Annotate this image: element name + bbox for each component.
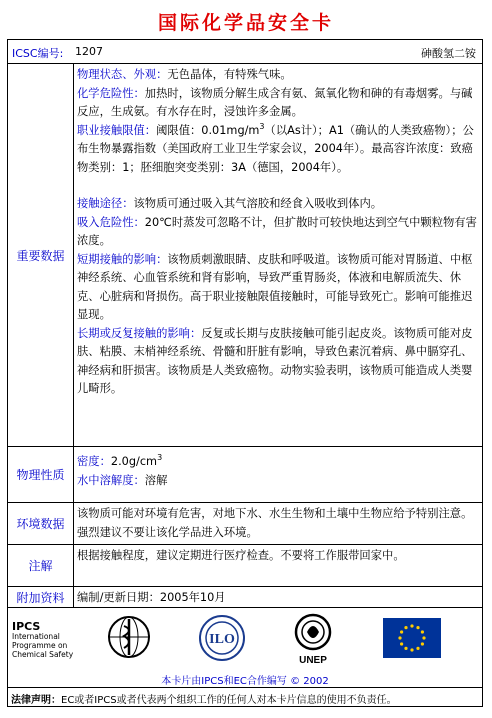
who-emblem-icon bbox=[106, 614, 152, 660]
additional-label: 附加资料 bbox=[8, 587, 74, 607]
long-term-text: 反复或长期与皮肤接触可能引起皮炎。该物质可能对皮肤、粘膜、末梢神经系统、骨髓和肝脏有影响，导致色素沉着病、鼻中膈穿孔、神经病和肝损害。该物质是人类致癌物。动物实验表明，该物质可能造成人类婴儿畸形。 bbox=[77, 326, 473, 395]
logo-credit: 本卡片由IPCS和EC合作编写 © 2002 bbox=[161, 676, 329, 687]
ipcs-line-1: International bbox=[12, 632, 60, 641]
card-title: 国际化学品安全卡 bbox=[157, 12, 334, 34]
card-header bbox=[8, 40, 482, 64]
physical-state-key: 物理状态、外观： bbox=[77, 68, 168, 81]
notes-label: 注解 bbox=[8, 545, 74, 586]
icsc-card bbox=[7, 39, 483, 707]
key-data-content bbox=[74, 64, 482, 446]
short-term-text: 该物质刺激眼睛、皮肤和呼吸道。该物质可能对胃肠道、中枢神经系统、心血管系统和肾有影响，导致严重胃肠炎，体液和电解质流失、休克、心脏病和肾损伤。高于职业接触限值接触时，可能导致死亡。影响可能推迟显现。 bbox=[77, 252, 473, 321]
key-data-section bbox=[8, 64, 482, 447]
physical-label: 物理性质 bbox=[8, 447, 74, 502]
ipcs-line-3: Chemical Safety bbox=[12, 650, 74, 659]
solubility-value: 溶解 bbox=[144, 473, 168, 487]
density-value: 2.0g/cm bbox=[110, 455, 158, 468]
legal-text: EC或者IPCS或者代表两个组织工作的任何人对本卡片信息的使用不负责任。 bbox=[61, 695, 397, 706]
chem-danger-key: 化学危险性： bbox=[77, 86, 145, 100]
icsc-number-label: ICSC编号: bbox=[12, 47, 64, 60]
additional-text: 编制/更新日期：2005年10月 bbox=[77, 591, 226, 604]
route-text: 该物质可通过吸入其气溶胶和经食入吸收到体内。 bbox=[133, 197, 383, 210]
physical-content bbox=[74, 447, 482, 502]
ipcs-line-2: Programme on bbox=[12, 641, 68, 650]
legal-label: 法律声明： bbox=[11, 695, 61, 706]
ilo-emblem-icon bbox=[198, 614, 246, 662]
icsc-number: 1207 bbox=[75, 45, 103, 58]
density-key: 密度： bbox=[77, 455, 111, 468]
ilo-text: ILO bbox=[209, 632, 235, 647]
environment-text: 该物质可能对环境有危害，对地下水、水生生物和土壤中生物应给予特别注意。强烈建议不要让该化学品进入环境。 bbox=[77, 507, 473, 539]
additional-section bbox=[8, 587, 482, 608]
unep-emblem-icon bbox=[291, 612, 335, 666]
logos-row bbox=[8, 608, 482, 688]
inhalation-key: 吸入危险性： bbox=[77, 215, 145, 229]
notes-text: 根据接触程度，建议定期进行医疗检查。不要将工作服带回家中。 bbox=[77, 549, 405, 562]
inhalation-text: 20℃时蒸发可忽略不计，但扩散时可较快地达到空气中颗粒物有害浓度。 bbox=[77, 215, 477, 247]
exposure-limit-text-a: 阈限值：0.01mg/m bbox=[156, 123, 260, 137]
exposure-limit-text-b: （以As计）；A1（确认的人类致癌物）；公布生物暴露指数（美国政府工业卫生学家会议，2004年）。最高容许浓度：致癌物类别：1；胚细胞突变类别：3A（德国，2004年）。 bbox=[77, 123, 474, 174]
ipcs-block bbox=[12, 622, 73, 659]
short-term-key: 短期接触的影响： bbox=[77, 252, 168, 266]
physical-section bbox=[8, 447, 482, 503]
exposure-limit-key: 职业接触限值： bbox=[77, 123, 157, 137]
route-key: 接触途径： bbox=[77, 197, 134, 210]
chemical-name: 砷酸氢二铵 bbox=[421, 47, 476, 60]
ipcs-title: IPCS bbox=[12, 620, 41, 633]
physical-state-text: 无色晶体，有特殊气味。 bbox=[167, 68, 292, 81]
exposure-unit-sup: 3 bbox=[259, 121, 265, 131]
solubility-key: 水中溶解度： bbox=[77, 473, 145, 487]
notes-section bbox=[8, 545, 482, 587]
unep-text: UNEP bbox=[299, 655, 327, 666]
eu-flag-icon bbox=[383, 618, 441, 658]
legal-notice bbox=[8, 691, 485, 706]
environment-section bbox=[8, 503, 482, 545]
environment-label: 环境数据 bbox=[8, 503, 74, 544]
density-unit-sup: 3 bbox=[157, 453, 163, 463]
key-data-label: 重要数据 bbox=[8, 64, 74, 446]
chem-danger-text: 加热时，该物质分解生成含有氨、氮氧化物和砷的有毒烟雾。与碱反应，生成氨。有水存在时，浸蚀许多金属。 bbox=[77, 86, 473, 118]
long-term-key: 长期或反复接触的影响： bbox=[77, 326, 202, 340]
